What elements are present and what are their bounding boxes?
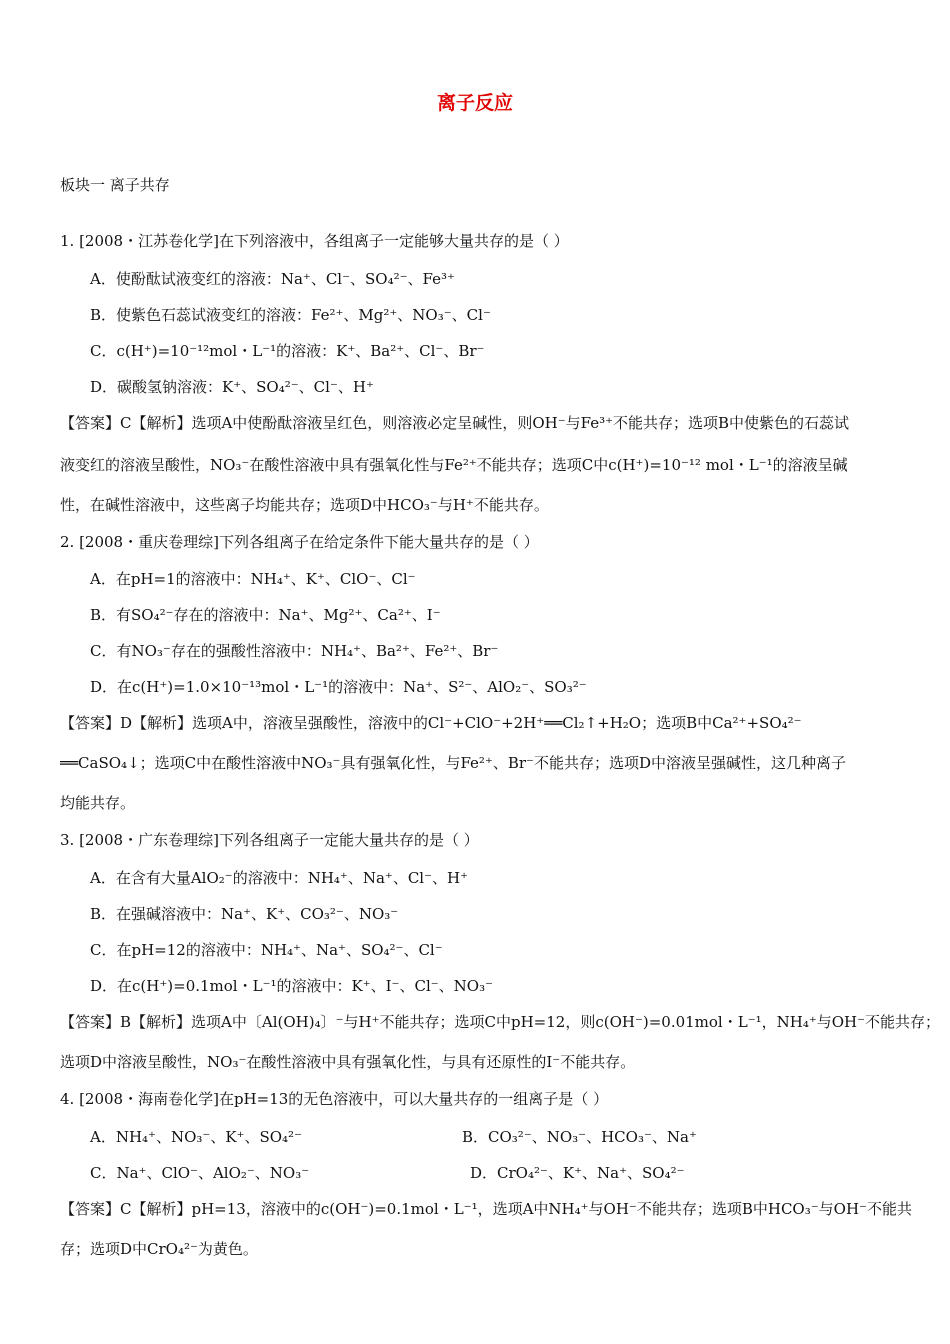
answer-line: 选项D中溶液呈酸性，NO₃⁻在酸性溶液中具有强氧化性，与具有还原性的I⁻不能共存。 — [60, 1053, 636, 1071]
option-line: B．有SO₄²⁻存在的溶液中：Na⁺、Mg²⁺、Ca²⁺、I⁻ — [90, 606, 441, 624]
option-line: A．NH₄⁺、NO₃⁻、K⁺、SO₄²⁻ — [90, 1128, 302, 1146]
answer-line: 液变红的溶液呈酸性，NO₃⁻在酸性溶液中具有强氧化性与Fe²⁺不能共存；选项C中c(H⁺)=10⁻¹² mol・L⁻¹的溶液呈碱 — [60, 456, 848, 474]
question-line: 3. [2008・广东卷理综]下列各组离子一定能大量共存的是（ ） — [60, 831, 479, 849]
answer-line: 均能共存。 — [60, 794, 136, 812]
option-line: D．碳酸氢钠溶液：K⁺、SO₄²⁻、Cl⁻、H⁺ — [90, 378, 374, 396]
option-line: A．在pH=1的溶液中：NH₄⁺、K⁺、ClO⁻、Cl⁻ — [90, 570, 416, 588]
option-line: C．c(H⁺)=10⁻¹²mol・L⁻¹的溶液：K⁺、Ba²⁺、Cl⁻、Br⁻ — [90, 342, 485, 360]
answer-line: 性，在碱性溶液中，这些离子均能共存；选项D中HCO₃⁻与H⁺不能共存。 — [60, 496, 549, 514]
section-heading: 板块一 离子共存 — [60, 176, 170, 194]
option-line: C．在pH=12的溶液中：NH₄⁺、Na⁺、SO₄²⁻、Cl⁻ — [90, 941, 443, 959]
answer-line: 【答案】C【解析】选项A中使酚酞溶液呈红色，则溶液必定呈碱性，则OH⁻与Fe³⁺不能共存；选项B中使紫色的石蕊试 — [60, 414, 850, 432]
answer-line: 【答案】C【解析】pH=13，溶液中的c(OH⁻)=0.1mol・L⁻¹，选项A中NH₄⁺与OH⁻不能共存；选项B中HCO₃⁻与OH⁻不能共 — [60, 1200, 912, 1218]
option-line: D．在c(H⁺)=0.1mol・L⁻¹的溶液中：K⁺、I⁻、Cl⁻、NO₃⁻ — [90, 977, 494, 995]
answer-line: 存；选项D中CrO₄²⁻为黄色。 — [60, 1240, 258, 1258]
answer-line: 【答案】B【解析】选项A中〔Al(OH)₄〕⁻与H⁺不能共存；选项C中pH=12，则c(OH⁻)=0.01mol・L⁻¹，NH₄⁺与OH⁻不能共存； — [60, 1013, 941, 1031]
option-line: B．在强碱溶液中：Na⁺、K⁺、CO₃²⁻、NO₃⁻ — [90, 905, 399, 923]
question-line: 1. [2008・江苏卷化学]在下列溶液中，各组离子一定能够大量共存的是（ ） — [60, 232, 569, 250]
option-line: A．在含有大量AlO₂⁻的溶液中：NH₄⁺、Na⁺、Cl⁻、H⁺ — [90, 869, 469, 887]
option-line: B．使紫色石蕊试液变红的溶液：Fe²⁺、Mg²⁺、NO₃⁻、Cl⁻ — [90, 306, 491, 324]
question-line: 4. [2008・海南卷化学]在pH=13的无色溶液中，可以大量共存的一组离子是（ ） — [60, 1090, 609, 1108]
question-line: 2. [2008・重庆卷理综]下列各组离子在给定条件下能大量共存的是（ ） — [60, 533, 539, 551]
option-line: B．CO₃²⁻、NO₃⁻、HCO₃⁻、Na⁺ — [462, 1128, 697, 1146]
answer-line: 【答案】D【解析】选项A中，溶液呈强酸性，溶液中的Cl⁻+ClO⁻+2H⁺══Cl₂↑+H₂O；选项B中Ca²⁺+SO₄²⁻ — [60, 714, 802, 732]
option-line: C．Na⁺、ClO⁻、AlO₂⁻、NO₃⁻ — [90, 1164, 310, 1182]
option-line: A．使酚酞试液变红的溶液：Na⁺、Cl⁻、SO₄²⁻、Fe³⁺ — [90, 270, 455, 288]
option-line: D．在c(H⁺)=1.0×10⁻¹³mol・L⁻¹的溶液中：Na⁺、S²⁻、AlO₂⁻、SO₃²⁻ — [90, 678, 587, 696]
option-line: D．CrO₄²⁻、K⁺、Na⁺、SO₄²⁻ — [470, 1164, 685, 1182]
answer-line: ══CaSO₄↓；选项C中在酸性溶液中NO₃⁻具有强氧化性，与Fe²⁺、Br⁻不能共存；选项D中溶液呈强碱性，这几种离子 — [60, 754, 847, 772]
option-line: C．有NO₃⁻存在的强酸性溶液中：NH₄⁺、Ba²⁺、Fe²⁺、Br⁻ — [90, 642, 499, 660]
page-title: 离子反应 — [436, 92, 513, 114]
